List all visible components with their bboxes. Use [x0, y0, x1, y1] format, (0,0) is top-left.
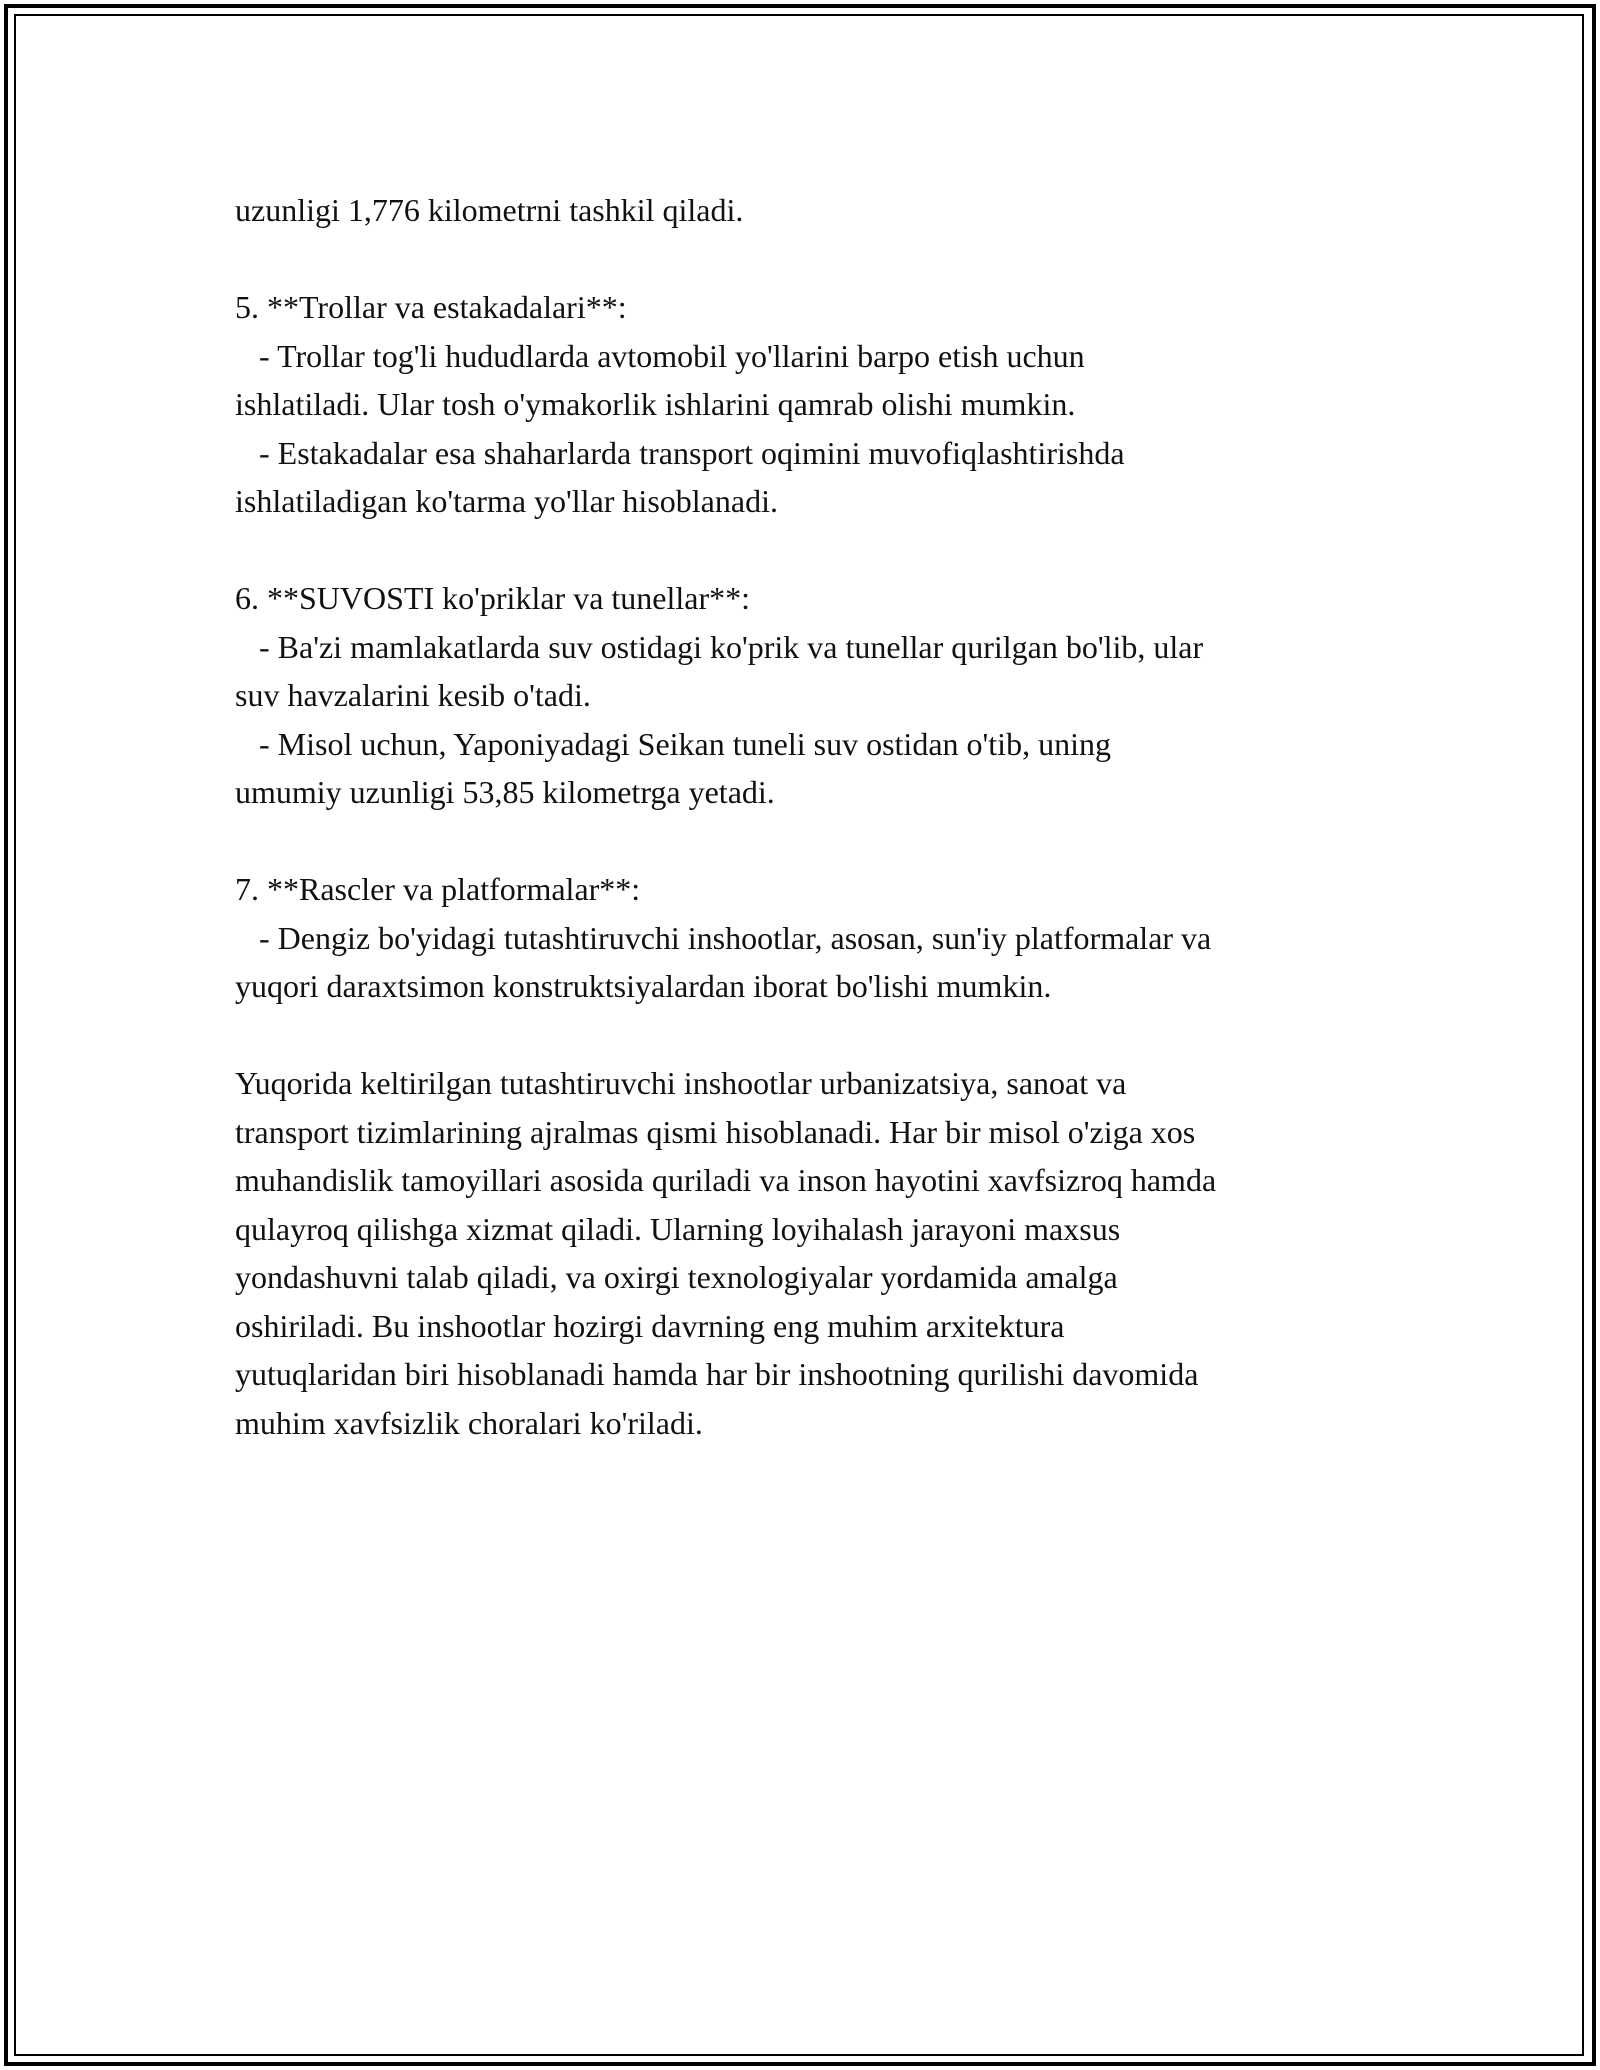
section-5-heading: 5. **Trollar va estakadalari**:: [235, 289, 627, 325]
conclusion-line: qulayroq qilishga xizmat qiladi. Ularning loyihalash jarayoni maxsus: [235, 1210, 1121, 1247]
conclusion-line: Yuqorida keltirilgan tutashtiruvchi inshootlar urbanizatsiya, sanoat va: [235, 1065, 1127, 1101]
section-6-line: - Ba'zi mamlakatlarda suv ostidagi ko'prik va tunellar qurilgan bo'lib, ular: [235, 628, 1204, 665]
section-7: [235, 865, 1395, 1011]
document-body: [235, 186, 1395, 1447]
intro-line: uzunligi 1,776 kilometrni tashkil qiladi.: [235, 192, 744, 228]
section-5-line: ishlatiladigan ko'tarma yo'llar hisoblanadi.: [235, 483, 778, 519]
section-5: [235, 283, 1395, 526]
conclusion-line: oshiriladi. Bu inshootlar hozirgi davrning eng muhim arxitektura: [235, 1307, 1065, 1344]
section-6-line: - Misol uchun, Yaponiyadagi Seikan tuneli suv ostidan o'tib, uning: [235, 725, 1111, 762]
section-6-heading: 6. **SUVOSTI ko'priklar va tunellar**:: [235, 580, 751, 616]
paragraph-gap: [235, 817, 1395, 866]
paragraph-gap: [235, 235, 1395, 284]
section-6-line: suv havzalarini kesib o'tadi.: [235, 677, 591, 713]
conclusion-line: transport tizimlarining ajralmas qismi hisoblanadi. Har bir misol o'ziga xos: [235, 1113, 1196, 1150]
conclusion-line: yutuqlaridan biri hisoblanadi hamda har bir inshootning qurilishi davomida: [235, 1356, 1199, 1392]
section-5-line: - Estakadalar esa shaharlarda transport oqimini muvofiqlashtirishda: [235, 434, 1125, 471]
section-6: [235, 574, 1395, 817]
paragraph-gap: [235, 526, 1395, 575]
section-5-line: - Trollar tog'li hududlarda avtomobil yo'llarini barpo etish uchun: [235, 337, 1085, 374]
section-7-line: - Dengiz bo'yidagi tutashtiruvchi inshootlar, asosan, sun'iy platformalar va: [235, 919, 1212, 956]
conclusion-line: yondashuvni talab qiladi, va oxirgi texnologiyalar yordamida amalga: [235, 1259, 1118, 1295]
section-5-line: ishlatiladi. Ular tosh o'ymakorlik ishlarini qamrab olishi mumkin.: [235, 386, 1076, 422]
paragraph-gap: [235, 1011, 1395, 1060]
section-7-heading: 7. **Rascler va platformalar**:: [235, 871, 641, 907]
section-6-line: umumiy uzunligi 53,85 kilometrga yetadi.: [235, 774, 775, 810]
conclusion-paragraph: [235, 1059, 1395, 1447]
conclusion-line: muhim xavfsizlik choralari ko'riladi.: [235, 1404, 703, 1441]
conclusion-line: muhandislik tamoyillari asosida quriladi va inson hayotini xavfsizroq hamda: [235, 1162, 1217, 1198]
section-7-line: yuqori daraxtsimon konstruktsiyalardan iborat bo'lishi mumkin.: [235, 968, 1052, 1004]
